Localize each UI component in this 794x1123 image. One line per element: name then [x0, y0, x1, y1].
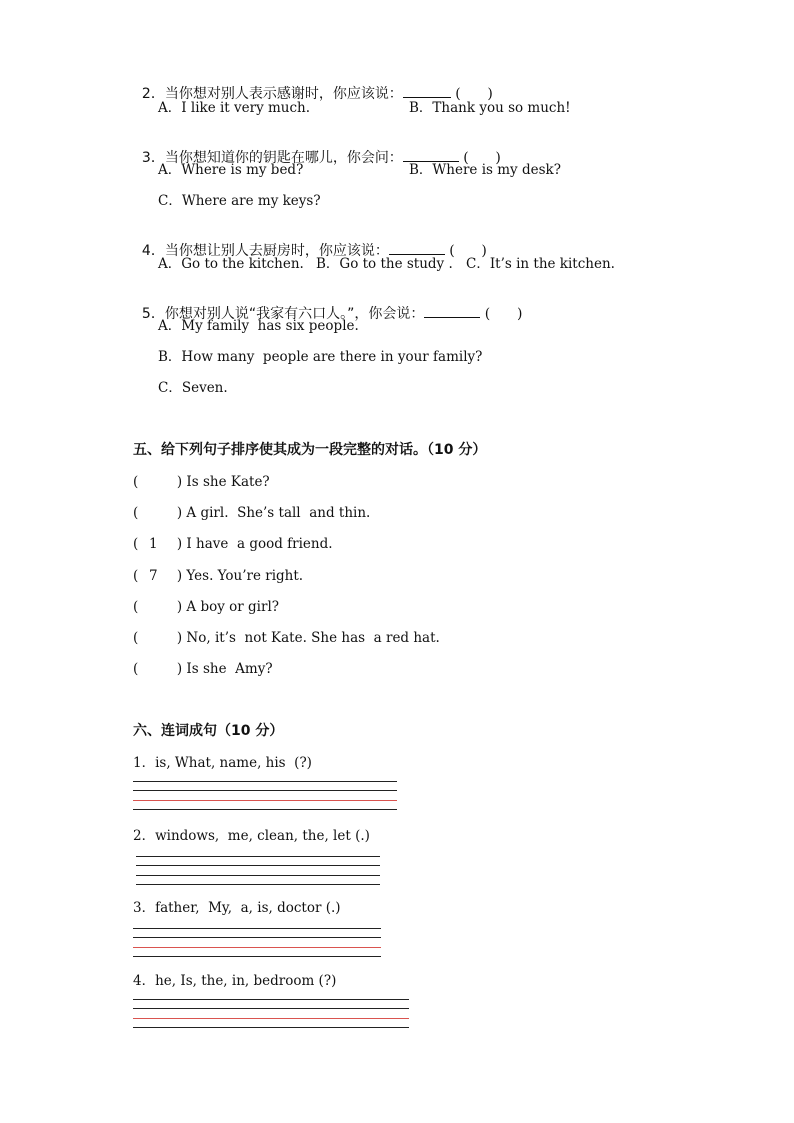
guide-line	[133, 956, 381, 957]
guide-line	[136, 856, 380, 857]
guide-line	[133, 999, 409, 1000]
guide-line	[136, 884, 380, 885]
answer-blank[interactable]	[403, 84, 451, 98]
section-5-title: 五、给下列句子排序使其成为一段完整的对话。（10 分）	[133, 442, 487, 458]
q4-option-c: C．It’s in the kitchen.	[466, 256, 615, 272]
q5-option-a: A．My family has six people.	[158, 318, 359, 334]
answer-blank[interactable]	[403, 148, 459, 162]
question-3-text: 3．当你想知道你的钥匙在哪儿，你会问：	[141, 150, 403, 166]
scramble-item-2: 2．windows, me, clean, the, let (.)	[133, 828, 370, 844]
question-2-text: 2．当你想对别人表示感谢时，你应该说：	[141, 86, 403, 102]
guide-line	[133, 790, 397, 791]
answer-blank[interactable]	[389, 241, 445, 255]
question-2-stem	[133, 66, 493, 103]
ordering-row: ( ) A girl. She’s tall and thin.	[133, 505, 371, 521]
guide-line	[133, 1027, 409, 1028]
guide-line	[136, 875, 380, 876]
writing-lines[interactable]	[133, 928, 381, 965]
ordering-row: ( ) Is she Amy?	[133, 661, 273, 677]
guide-line	[133, 809, 397, 810]
q3-option-c: C．Where are my keys?	[158, 193, 321, 209]
guide-line	[133, 781, 397, 782]
answer-paren[interactable]: ( )	[463, 150, 501, 166]
writing-lines[interactable]	[136, 856, 380, 893]
q3-option-b: B．Where is my desk?	[409, 162, 561, 178]
ordering-row: ( 1 ) I have a good friend.	[133, 536, 333, 552]
dialogue-line: ) I have a good friend.	[176, 536, 333, 552]
q3-option-a: A．Where is my bed?	[158, 162, 304, 178]
guide-line	[133, 937, 381, 938]
section-6-title: 六、连词成句（10 分）	[133, 723, 284, 739]
question-4-text: 4．当你想让别人去厨房时，你应该说：	[141, 243, 389, 259]
answer-paren[interactable]: ( )	[455, 86, 493, 102]
guide-line	[133, 1008, 409, 1009]
ordering-row: ( ) A boy or girl?	[133, 599, 280, 615]
scramble-item-4: 4．he, Is, the, in, bedroom (?)	[133, 973, 337, 989]
q5-option-b: B．How many people are there in your family?	[158, 349, 483, 365]
dialogue-line: ) Is she Amy?	[176, 661, 273, 677]
ordering-row: ( 7 ) Yes. You’re right.	[133, 568, 304, 584]
writing-lines[interactable]	[133, 781, 397, 818]
guide-line-red	[133, 947, 381, 948]
guide-line	[133, 928, 381, 929]
order-answer-box[interactable]: 1	[148, 536, 158, 552]
q2-option-a: A．I like it very much.	[158, 100, 311, 116]
answer-paren[interactable]: ( )	[449, 243, 487, 259]
guide-line-red	[133, 800, 397, 801]
dialogue-line: ) Is she Kate?	[176, 474, 270, 490]
guide-line-red	[133, 1018, 409, 1019]
dialogue-line: ) A girl. She’s tall and thin.	[176, 505, 371, 521]
q4-option-a: A．Go to the kitchen.	[158, 256, 304, 272]
scramble-item-1: 1．is, What, name, his (?)	[133, 755, 312, 771]
answer-blank[interactable]	[424, 304, 480, 318]
ordering-row: ( ) Is she Kate?	[133, 474, 270, 490]
guide-line	[136, 865, 380, 866]
writing-lines[interactable]	[133, 999, 409, 1036]
q5-option-c: C．Seven.	[158, 380, 228, 396]
order-answer-box[interactable]: 7	[148, 568, 158, 584]
ordering-row: ( ) No, it’s not Kate. She has a red hat.	[133, 630, 440, 646]
dialogue-line: ) A boy or girl?	[176, 599, 280, 615]
scramble-item-3: 3．father, My, a, is, doctor (.)	[133, 900, 341, 916]
dialogue-line: ) No, it’s not Kate. She has a red hat.	[176, 630, 440, 646]
q4-option-b: B．Go to the study .	[316, 256, 453, 272]
dialogue-line: ) Yes. You’re right.	[176, 568, 304, 584]
question-5-text: 5．你想对别人说“我家有六口人。”，你会说：	[141, 306, 425, 322]
q2-option-b: B．Thank you so much!	[409, 100, 571, 116]
answer-paren[interactable]: ( )	[484, 306, 523, 322]
